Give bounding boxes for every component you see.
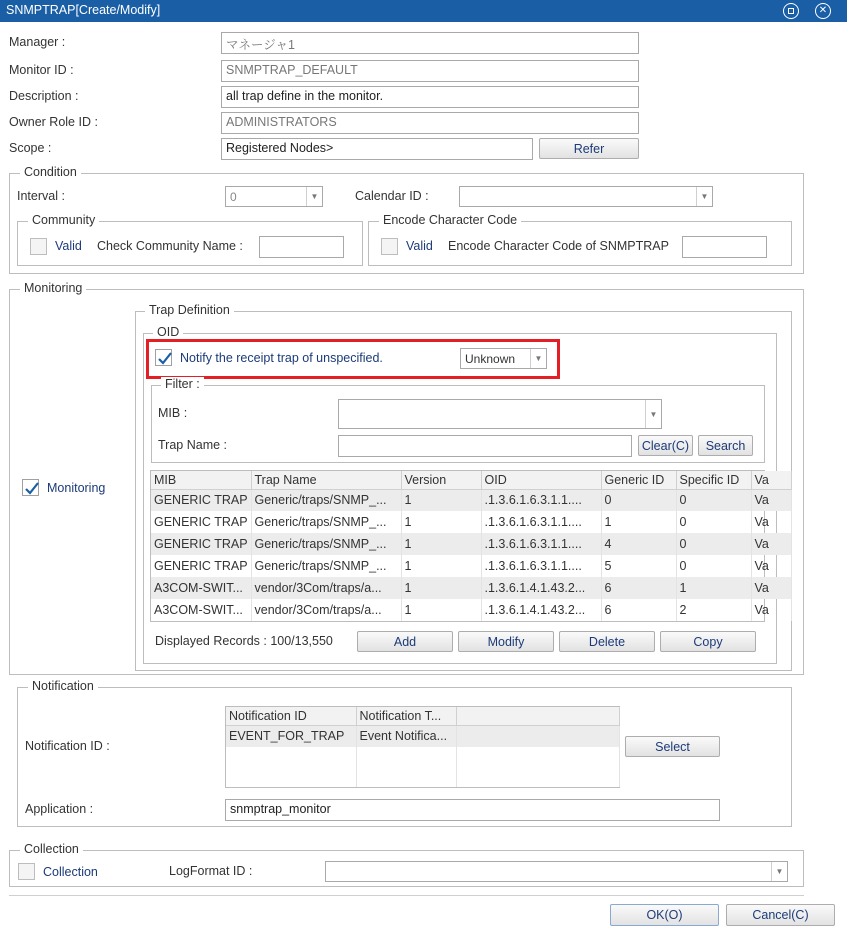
table-cell: 1 xyxy=(401,577,481,599)
ok-button[interactable]: OK(O) xyxy=(610,904,719,926)
table-cell: vendor/3Com/traps/a... xyxy=(251,599,401,621)
calendar-label: Calendar ID : xyxy=(355,189,429,203)
table-cell: 0 xyxy=(676,555,751,577)
table-cell: GENERIC TRAP xyxy=(151,489,251,511)
table-cell: Generic/traps/SNMP_... xyxy=(251,555,401,577)
table-cell: 1 xyxy=(676,577,751,599)
encode-valid-label: Valid xyxy=(406,239,433,253)
column-header[interactable]: Version xyxy=(401,471,481,489)
trap-definition-legend: Trap Definition xyxy=(145,303,234,317)
trap-table-header xyxy=(151,471,791,489)
table-cell: .1.3.6.1.6.3.1.1.... xyxy=(481,489,601,511)
condition-legend: Condition xyxy=(20,165,81,179)
chevron-down-icon: ▼ xyxy=(771,862,787,881)
table-cell: 5 xyxy=(601,555,676,577)
column-header[interactable]: Va xyxy=(751,471,791,489)
mib-label: MIB : xyxy=(158,406,188,420)
checkmark-icon xyxy=(156,350,173,367)
notification-table xyxy=(225,706,620,788)
manager-field: マネージャ1 xyxy=(221,32,639,54)
manager-label: Manager : xyxy=(9,35,66,49)
collection-checkbox-label: Collection xyxy=(43,865,98,879)
table-row[interactable] xyxy=(151,533,791,555)
collection-checkbox[interactable] xyxy=(18,863,35,880)
table-cell: A3COM-SWIT... xyxy=(151,577,251,599)
monitoring-checkbox[interactable] xyxy=(22,479,39,496)
table-cell: EVENT_FOR_TRAP xyxy=(226,725,356,747)
interval-label: Interval : xyxy=(17,189,65,203)
table-cell: 1 xyxy=(601,511,676,533)
application-input[interactable]: snmptrap_monitor xyxy=(225,799,720,821)
table-cell: 2 xyxy=(676,599,751,621)
table-cell xyxy=(456,725,619,747)
calendar-select[interactable] xyxy=(459,186,713,207)
footer-divider xyxy=(9,895,804,896)
close-icon[interactable]: ✕ xyxy=(815,3,831,19)
table-cell: 4 xyxy=(601,533,676,555)
encode-valid-checkbox[interactable] xyxy=(381,238,398,255)
table-row[interactable] xyxy=(151,599,791,621)
table-cell: .1.3.6.1.6.3.1.1.... xyxy=(481,511,601,533)
column-header[interactable]: Trap Name xyxy=(251,471,401,489)
table-row[interactable] xyxy=(151,511,791,533)
cancel-button[interactable]: Cancel(C) xyxy=(726,904,835,926)
description-label: Description : xyxy=(9,89,79,103)
trap-name-label: Trap Name : xyxy=(158,438,228,452)
chevron-down-icon: ▼ xyxy=(645,400,661,428)
clear-button[interactable]: Clear(C) xyxy=(638,435,693,456)
window-title: SNMPTRAP[Create/Modify] xyxy=(6,3,161,17)
table-row[interactable] xyxy=(226,725,619,747)
column-header[interactable]: Specific ID xyxy=(676,471,751,489)
monitor-id-label: Monitor ID : xyxy=(9,63,74,77)
encode-code-input[interactable] xyxy=(682,236,767,258)
table-cell: Va xyxy=(751,577,791,599)
table-cell: 1 xyxy=(401,489,481,511)
interval-value: 0 xyxy=(230,189,237,204)
scope-label: Scope : xyxy=(9,141,52,155)
chevron-down-icon: ▼ xyxy=(306,187,322,206)
community-legend: Community xyxy=(28,213,99,227)
table-cell: Generic/traps/SNMP_... xyxy=(251,533,401,555)
title-bar xyxy=(0,0,847,22)
table-cell: Event Notifica... xyxy=(356,725,456,747)
displayed-records: Displayed Records : 100/13,550 xyxy=(155,634,333,648)
select-notification-button[interactable]: Select xyxy=(625,736,720,757)
table-cell: GENERIC TRAP xyxy=(151,511,251,533)
table-cell: A3COM-SWIT... xyxy=(151,599,251,621)
checkmark-icon xyxy=(23,480,40,497)
delete-button[interactable]: Delete xyxy=(559,631,655,652)
search-button[interactable]: Search xyxy=(698,435,753,456)
notification-id-label: Notification ID : xyxy=(25,739,110,753)
table-cell: 6 xyxy=(601,577,676,599)
table-cell: Va xyxy=(751,599,791,621)
column-header[interactable]: Notification ID xyxy=(226,707,356,725)
table-cell: 1 xyxy=(401,511,481,533)
notification-legend: Notification xyxy=(28,679,98,693)
table-cell: 0 xyxy=(676,511,751,533)
notify-unspecified-checkbox[interactable] xyxy=(155,349,172,366)
mib-select[interactable] xyxy=(338,399,662,429)
notify-priority-value: Unknown xyxy=(465,351,516,366)
chevron-down-icon: ▼ xyxy=(530,349,546,368)
copy-button[interactable]: Copy xyxy=(660,631,756,652)
table-cell: Generic/traps/SNMP_... xyxy=(251,511,401,533)
modify-button[interactable]: Modify xyxy=(458,631,554,652)
table-cell: Va xyxy=(751,555,791,577)
chevron-down-icon: ▼ xyxy=(696,187,712,206)
logformat-label: LogFormat ID : xyxy=(169,864,253,878)
notification-table-header xyxy=(226,707,619,725)
table-cell: .1.3.6.1.6.3.1.1.... xyxy=(481,533,601,555)
table-row[interactable] xyxy=(151,489,791,511)
table-cell: vendor/3Com/traps/a... xyxy=(251,577,401,599)
table-cell: .1.3.6.1.4.1.43.2... xyxy=(481,599,601,621)
encode-legend: Encode Character Code xyxy=(379,213,521,227)
logformat-select[interactable] xyxy=(325,861,788,882)
table-cell: 0 xyxy=(676,489,751,511)
maximize-icon[interactable] xyxy=(783,3,799,19)
table-cell: 6 xyxy=(601,599,676,621)
community-valid-checkbox[interactable] xyxy=(30,238,47,255)
table-cell: .1.3.6.1.6.3.1.1.... xyxy=(481,555,601,577)
table-cell: Generic/traps/SNMP_... xyxy=(251,489,401,511)
table-cell: Va xyxy=(751,511,791,533)
notify-priority-select[interactable] xyxy=(460,348,547,369)
check-community-label: Check Community Name : xyxy=(97,239,243,253)
add-button[interactable]: Add xyxy=(357,631,453,652)
community-name-input[interactable] xyxy=(259,236,344,258)
monitoring-checkbox-label: Monitoring xyxy=(47,481,106,495)
table-cell: GENERIC TRAP xyxy=(151,533,251,555)
oid-legend: OID xyxy=(153,325,183,339)
monitoring-legend: Monitoring xyxy=(20,281,86,295)
column-header xyxy=(456,707,619,725)
column-header[interactable]: Notification T... xyxy=(356,707,456,725)
community-valid-label: Valid xyxy=(55,239,82,253)
column-header[interactable]: Generic ID xyxy=(601,471,676,489)
owner-role-field: ADMINISTRATORS xyxy=(221,112,639,134)
application-label: Application : xyxy=(25,802,94,816)
table-cell: 1 xyxy=(401,555,481,577)
filter-legend: Filter : xyxy=(161,377,204,391)
column-header[interactable]: OID xyxy=(481,471,601,489)
description-input[interactable]: all trap define in the monitor. xyxy=(221,86,639,108)
table-cell: 0 xyxy=(601,489,676,511)
table-row[interactable] xyxy=(151,577,791,599)
table-cell: 0 xyxy=(676,533,751,555)
scope-field: Registered Nodes> xyxy=(221,138,533,160)
refer-button[interactable]: Refer xyxy=(539,138,639,159)
table-cell: 1 xyxy=(401,533,481,555)
table-cell: Va xyxy=(751,533,791,555)
collection-legend: Collection xyxy=(20,842,83,856)
table-cell: GENERIC TRAP xyxy=(151,555,251,577)
table-row[interactable] xyxy=(151,555,791,577)
table-cell: Va xyxy=(751,489,791,511)
table-cell: 1 xyxy=(401,599,481,621)
owner-role-label: Owner Role ID : xyxy=(9,115,98,129)
trap-table xyxy=(150,470,769,622)
encode-code-label: Encode Character Code of SNMPTRAP xyxy=(448,239,669,253)
monitor-id-field: SNMPTRAP_DEFAULT xyxy=(221,60,639,82)
table-cell: .1.3.6.1.4.1.43.2... xyxy=(481,577,601,599)
trap-name-input[interactable] xyxy=(338,435,632,457)
column-header[interactable]: MIB xyxy=(151,471,251,489)
notify-unspecified-label: Notify the receipt trap of unspecified. xyxy=(180,351,383,365)
interval-select[interactable] xyxy=(225,186,323,207)
